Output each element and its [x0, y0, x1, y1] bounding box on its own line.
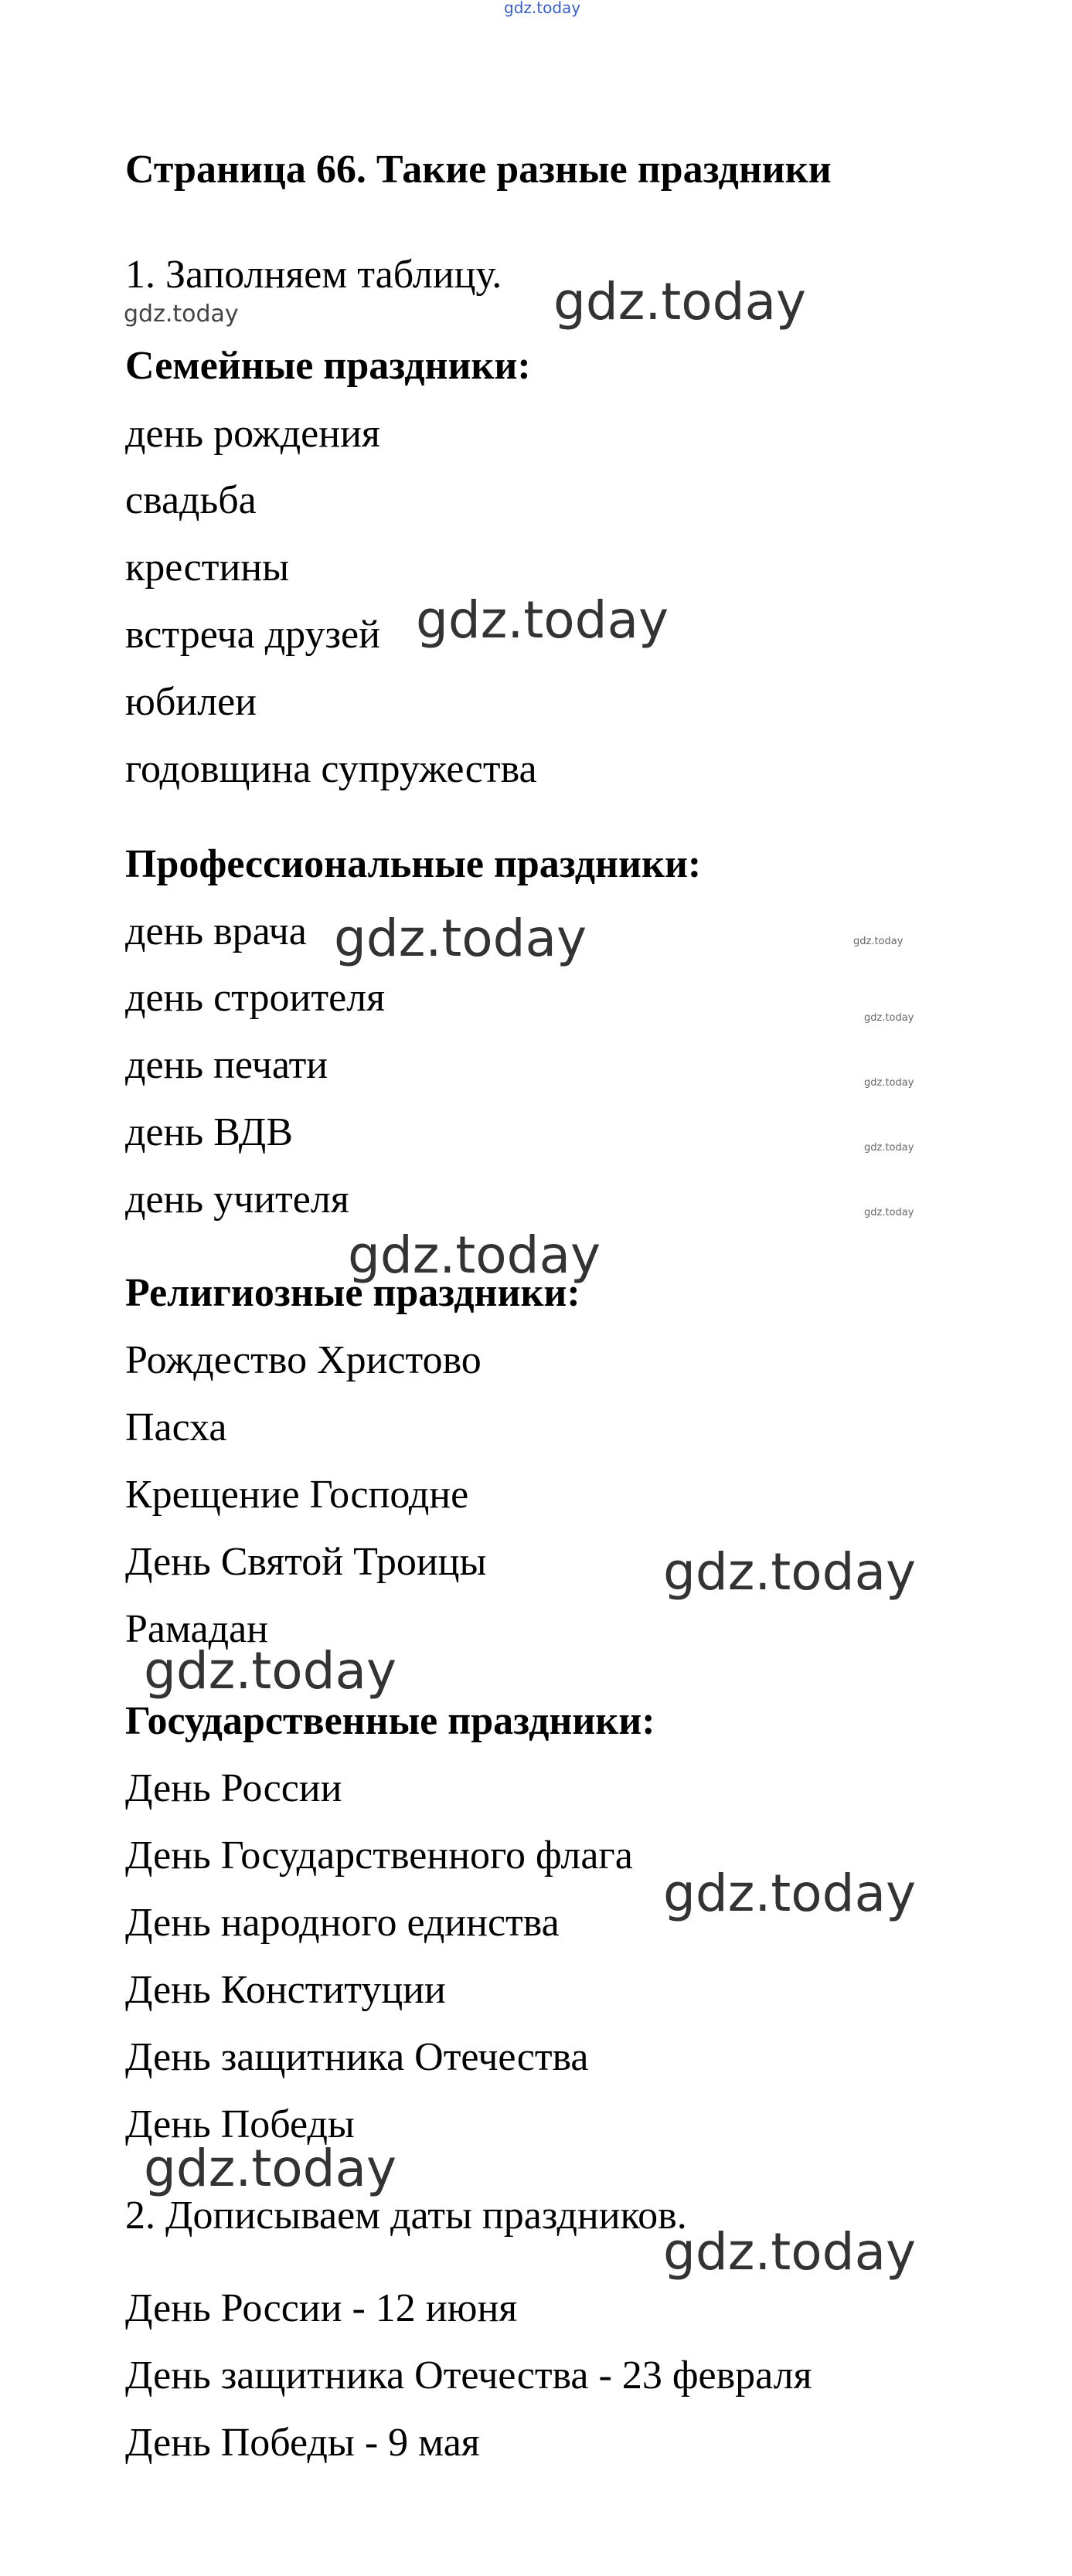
list-item: День Победы	[125, 2102, 355, 2146]
watermark: gdz.today	[348, 1225, 601, 1285]
list-item: Крещение Господне	[125, 1473, 469, 1517]
watermark-top: gdz.today	[504, 0, 581, 17]
group-heading-state: Государственные праздники:	[125, 1699, 655, 1743]
watermark: gdz.today	[663, 1864, 917, 1923]
watermark: gdz.today	[864, 1012, 914, 1024]
list-item: день строителя	[125, 976, 386, 1020]
list-item: годовщина супружества	[125, 747, 537, 791]
watermark: gdz.today	[864, 1142, 914, 1154]
list-item: День России	[125, 1766, 342, 1810]
date-item: День Победы - 9 мая	[125, 2421, 480, 2465]
task-2-heading: 2. Дописываем даты праздников.	[125, 2194, 687, 2238]
watermark: gdz.today	[663, 1542, 917, 1602]
page-title: Страница 66. Такие разные праздники	[125, 148, 832, 192]
list-item: День народного единства	[125, 1901, 560, 1945]
group-heading-professional: Профессиональные праздники:	[125, 842, 702, 886]
date-item: День России - 12 июня	[125, 2286, 518, 2330]
list-item: день рождения	[125, 412, 380, 456]
list-item: Рождество Христово	[125, 1338, 482, 1382]
group-heading-religious: Религиозные праздники:	[125, 1271, 580, 1315]
list-item: встреча друзей	[125, 613, 380, 657]
watermark: gdz.today	[144, 2139, 397, 2198]
watermark: gdz.today	[416, 590, 669, 650]
list-item: крестины	[125, 545, 290, 590]
list-item: День Конституции	[125, 1968, 446, 2012]
list-item: День Святой Троицы	[125, 1540, 487, 1584]
watermark: gdz.today	[124, 301, 239, 328]
watermark: gdz.today	[663, 2222, 917, 2282]
task-1-heading: 1. Заполняем таблицу.	[125, 253, 502, 297]
watermark: gdz.today	[553, 272, 807, 331]
list-item: День защитника Отечества	[125, 2035, 589, 2079]
watermark: gdz.today	[864, 1207, 914, 1218]
list-item: юбилеи	[125, 680, 257, 724]
watermark: gdz.today	[144, 1641, 397, 1701]
list-item: Рамадан	[125, 1607, 268, 1651]
list-item: день печати	[125, 1043, 328, 1087]
list-item: день учителя	[125, 1178, 349, 1222]
list-item: День Государственного флага	[125, 1833, 633, 1878]
date-item: День защитника Отечества - 23 февраля	[125, 2353, 812, 2398]
watermark: gdz.today	[334, 909, 587, 968]
watermark: gdz.today	[853, 936, 904, 947]
list-item: свадьба	[125, 478, 257, 522]
list-item: день врача	[125, 909, 307, 953]
list-item: Пасха	[125, 1405, 227, 1449]
list-item: день ВДВ	[125, 1110, 293, 1154]
watermark: gdz.today	[864, 1077, 914, 1089]
group-heading-family: Семейные праздники:	[125, 344, 531, 388]
